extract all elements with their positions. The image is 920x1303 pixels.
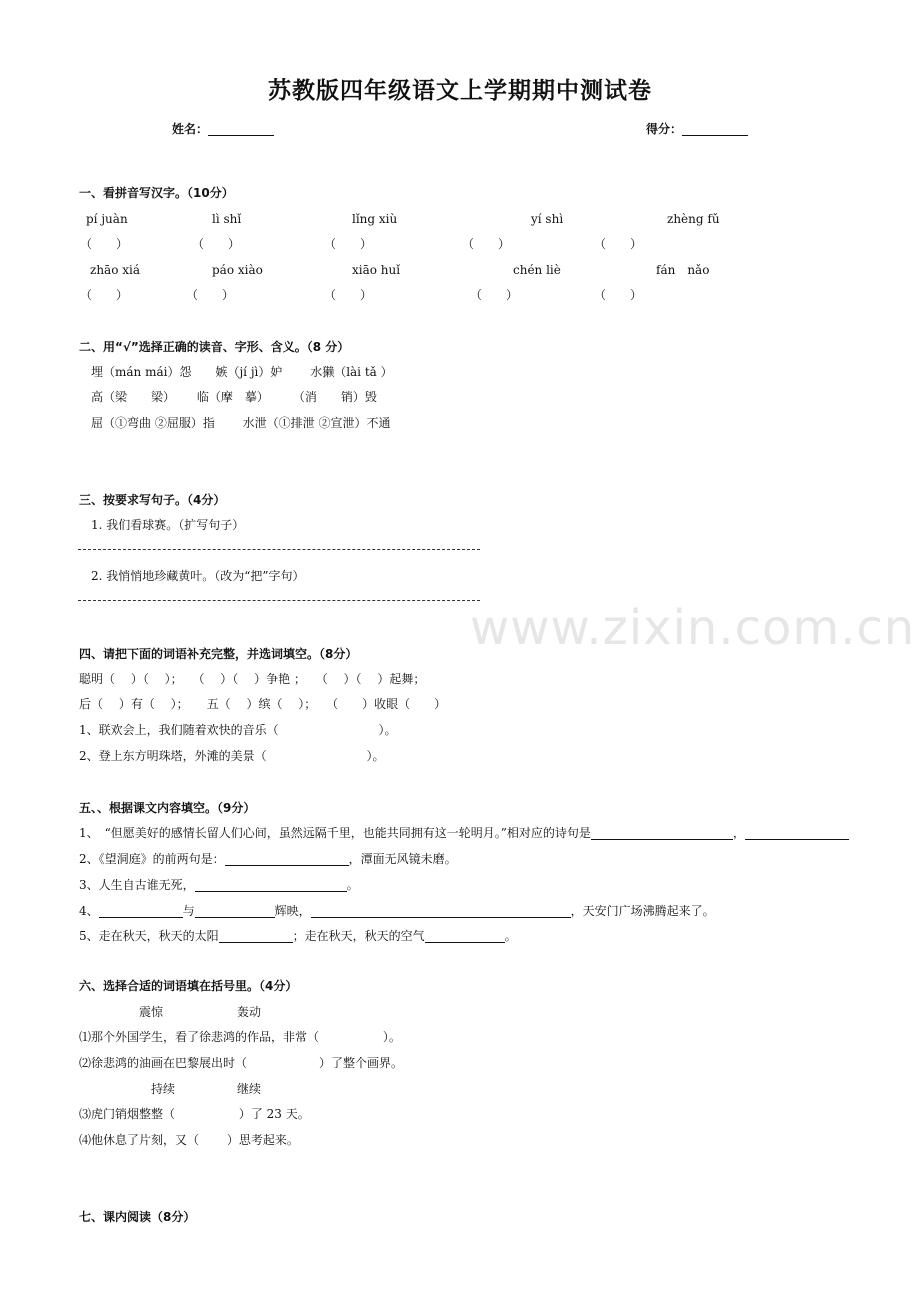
question-text: ；走在秋天，秋天的空气: [292, 929, 425, 943]
section-1-heading: 一、看拼音写汉字。（10分）: [79, 186, 234, 200]
choice-line[interactable]: 埋（mán mái）怨 嫉（jí jì）妒 水獭（lài tǎ ）: [91, 365, 393, 379]
fill-question: [79, 852, 457, 866]
fill-question[interactable]: ⑷他休息了片刻，又（ ）思考起来。: [79, 1133, 299, 1147]
answer-parentheses[interactable]: （ ）: [470, 288, 519, 302]
section-6-heading: 六、选择合适的词语填在括号里。（4分）: [79, 979, 298, 993]
section-4-heading: 四、请把下面的词语补充完整，并选词填空。（8分）: [79, 647, 358, 661]
name-field: [172, 122, 274, 136]
question-text: ，: [732, 826, 745, 840]
fill-question[interactable]: ⑵徐悲鸿的油画在巴黎展出时（ ）了整个画界。: [79, 1056, 404, 1070]
answer-parentheses[interactable]: （ ）: [594, 237, 643, 251]
answer-blank[interactable]: [311, 905, 571, 918]
answer-parentheses[interactable]: （ ）: [192, 237, 241, 251]
question-text: 3、人生自古谁无死，: [79, 878, 195, 892]
question-text: 。: [346, 878, 359, 892]
question-text: 。: [504, 929, 517, 943]
question-text: 1、 “但愿美好的感情长留人们心间，虽然远隔千里，也能共同拥有这一轮明月。”相对应的诗句是: [79, 826, 591, 840]
watermark-text: www.zixin.com.cn: [470, 600, 916, 656]
fill-question[interactable]: 2、登上东方明珠塔，外滩的美景（ ）。: [79, 749, 385, 763]
answer-parentheses[interactable]: （ ）: [80, 237, 129, 251]
answer-blank[interactable]: [99, 905, 183, 918]
score-blank[interactable]: [682, 123, 748, 136]
sentence-question: 2. 我悄悄地珍藏黄叶。（改为“把”字句）: [91, 569, 305, 583]
question-text: ，潭面无风镜未磨。: [348, 852, 457, 866]
section-3-heading: 三、按要求写句子。（4分）: [79, 493, 226, 507]
score-field: [646, 122, 748, 136]
sentence-question: 1. 我们看球赛。（扩写句子）: [91, 518, 245, 532]
fill-question: [79, 904, 715, 918]
pinyin-item: páo xiào: [212, 263, 263, 277]
question-text: 4、: [79, 904, 99, 918]
score-label: 得分：: [646, 122, 683, 136]
section-7-heading: 七、课内阅读（8分）: [79, 1210, 196, 1224]
pinyin-item: fán nǎo: [656, 263, 710, 277]
fill-question[interactable]: ⑶虎门销烟整整（ ）了 23 天。: [79, 1107, 310, 1121]
answer-parentheses[interactable]: （ ）: [324, 288, 373, 302]
fill-question[interactable]: ⑴那个外国学生，看了徐悲鸿的作品，非常（ ）。: [79, 1030, 401, 1044]
pinyin-item: xiāo huǐ: [352, 263, 401, 277]
answer-parentheses[interactable]: （ ）: [462, 237, 511, 251]
answer-blank[interactable]: [219, 930, 293, 943]
answer-blank[interactable]: [745, 827, 849, 840]
pinyin-item: zhèng fǔ: [667, 212, 720, 226]
fill-question[interactable]: 1、联欢会上，我们随着欢快的音乐（ ）。: [79, 723, 397, 737]
pinyin-item: chén liè: [513, 263, 561, 277]
answer-blank[interactable]: [591, 827, 733, 840]
pinyin-item: yí shì: [531, 212, 564, 226]
question-text: 5、走在秋天，秋天的太阳: [79, 929, 219, 943]
word-option: 轰动: [237, 1005, 262, 1019]
fill-question: [79, 878, 359, 892]
section-2-heading: 二、用“√”选择正确的读音、字形、含义。（8 分）: [79, 340, 350, 354]
question-text: 2、《望洞庭》的前两句是：: [79, 852, 225, 866]
word-option: 持续: [151, 1082, 176, 1096]
question-text: ，天安门广场沸腾起来了。: [570, 904, 715, 918]
page-title: 苏教版四年级语文上学期期中测试卷: [268, 78, 652, 104]
pinyin-item: lǐng xiù: [352, 212, 398, 226]
pinyin-item: pí juàn: [86, 212, 128, 226]
answer-line[interactable]: [78, 600, 480, 601]
name-label: 姓名：: [172, 122, 209, 136]
answer-parentheses[interactable]: （ ）: [80, 288, 129, 302]
idiom-line[interactable]: 后（ ）有（ ）； 五（ ）缤（ ）； （ ）收眼（ ）: [79, 697, 447, 711]
name-blank[interactable]: [208, 123, 274, 136]
answer-blank[interactable]: [425, 930, 505, 943]
question-text: 辉映，: [274, 904, 311, 918]
choice-line[interactable]: 屈（①弯曲 ②屈服）指 水泄（①排泄 ②宣泄）不通: [91, 416, 391, 430]
section-5-heading: 五、、根据课文内容填空。（9分）: [79, 801, 256, 815]
answer-blank[interactable]: [225, 853, 349, 866]
answer-parentheses[interactable]: （ ）: [186, 288, 235, 302]
answer-parentheses[interactable]: （ ）: [324, 237, 373, 251]
choice-line[interactable]: 高（梁 梁） 临（摩 摹） （消 销）毁: [91, 390, 377, 404]
answer-blank[interactable]: [195, 879, 347, 892]
idiom-line[interactable]: 聪明（ ）（ ）； （ ）（ ）争艳 ； （ ）（ ）起舞；: [79, 672, 426, 686]
question-text: 与: [182, 904, 195, 918]
pinyin-item: lì shǐ: [212, 212, 242, 226]
pinyin-item: zhāo xiá: [90, 263, 141, 277]
answer-parentheses[interactable]: （ ）: [594, 288, 643, 302]
word-option: 继续: [237, 1082, 262, 1096]
answer-line[interactable]: [78, 549, 480, 550]
word-option: 震惊: [139, 1005, 164, 1019]
answer-blank[interactable]: [195, 905, 275, 918]
fill-question: [79, 929, 517, 943]
fill-question: [79, 826, 849, 840]
